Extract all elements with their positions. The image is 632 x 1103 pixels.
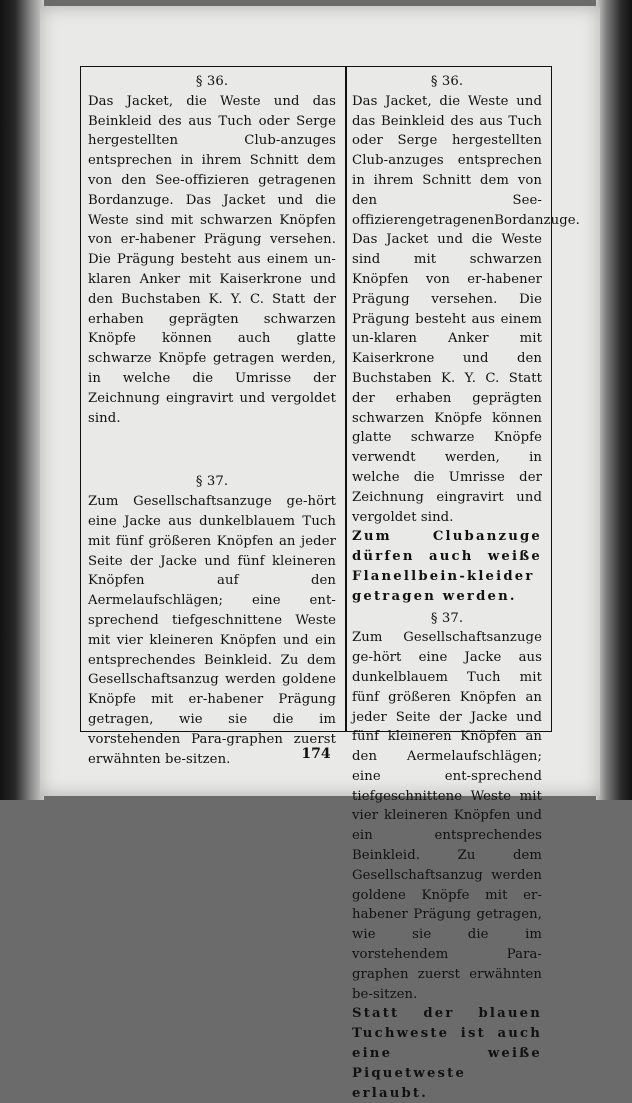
section-addition: Zum Clubanzuge dürfen auch weiße Flanellbein-kleider getragen werden.	[352, 529, 542, 604]
page-number: 174	[301, 746, 331, 762]
section-heading: § 37.	[430, 610, 464, 626]
section-heading: § 36.	[195, 74, 229, 89]
section-addition: Statt der blauen Tuchweste ist auch eine weiße Piquetweste erlaubt.	[352, 1006, 542, 1101]
left-column	[88, 72, 336, 769]
section-paragraph: Das Jacket, die Weste und das Beinkleid des aus Tuch oder Serge hergestellten Club-anzuges entsprechen in ihrem Schnitt dem von den See-offizieren getragenen Bordanzuge. Das Jacket und die Weste sind mit schwarzen Knöpfen von er-habener Prägung versehen. Die Prägung besteht aus einem un-klaren Anker mit Kaiserkrone und den Buchstaben K. Y. C. Statt der erhaben geprägten schwarzen Knöpfe können auch glatte schwarze Knöpfe getragen werden, in welche die Umrisse der Zeichnung eingravirt und vergoldet sind.	[88, 93, 336, 426]
right-column	[352, 72, 580, 1103]
book-spine-left	[0, 0, 44, 800]
section-paragraph: Das Jacket, die Weste und das Beinkleid des aus Tuch oder Serge hergestellten Club-anzuges entsprechen in ihrem Schnitt dem von den See-offizierengetragenenBordanzuge. Das Jacket und die Weste sind mit schwarzen Knöpfen von er-habener Prägung versehen. Die Prägung besteht aus einem un-klaren Anker mit Kaiserkrone und den Buchstaben K. Y. C. Statt der erhaben geprägten schwarzen Knöpfe können glatte schwarze Knöpfe verwendt werden, in welche die Umrisse der Zeichnung eingravirt und vergoldet sind.	[352, 93, 580, 525]
column-divider	[345, 66, 347, 732]
section-paragraph: Zum Gesellschaftsanzuge ge-hört eine Jacke aus dunkelblauem Tuch mit fünf größeren Knöpfen an jeder Seite der Jacke und fünf kleineren Knöpfen an den Aermelaufschlägen; eine ent-sprechend tiefgeschnittene Weste mit vier kleineren Knöpfen und ein entsprechendes Beinkleid. Zu dem Gesellschaftsanzug werden goldene Knöpfe mit er-habener Prägung getragen, wie sie die im vorstehendem Para-graphen zuerst erwähnten be-sitzen.	[352, 630, 542, 1002]
section-paragraph: Zum Gesellschaftsanzuge ge-hört eine Jacke aus dunkelblauem Tuch mit fünf größeren Knöpfen an jeder Seite der Jacke und fünf kleineren Knöpfen auf den Aermelaufschlägen; eine ent-sprechend tiefgeschnittene Weste mit vier kleineren Knöpfen und ein entsprechendes Beinkleid. Zu dem Gesellschaftsanzug werden goldene Knöpfe mit er-habener Prägung getragen, wie sie die im vorstehenden Para-graphen zuerst erwähnten be-sitzen.	[88, 494, 336, 767]
book-spine-right	[596, 0, 632, 800]
section-heading: § 36.	[430, 74, 464, 89]
section-heading: § 37.	[195, 474, 229, 490]
